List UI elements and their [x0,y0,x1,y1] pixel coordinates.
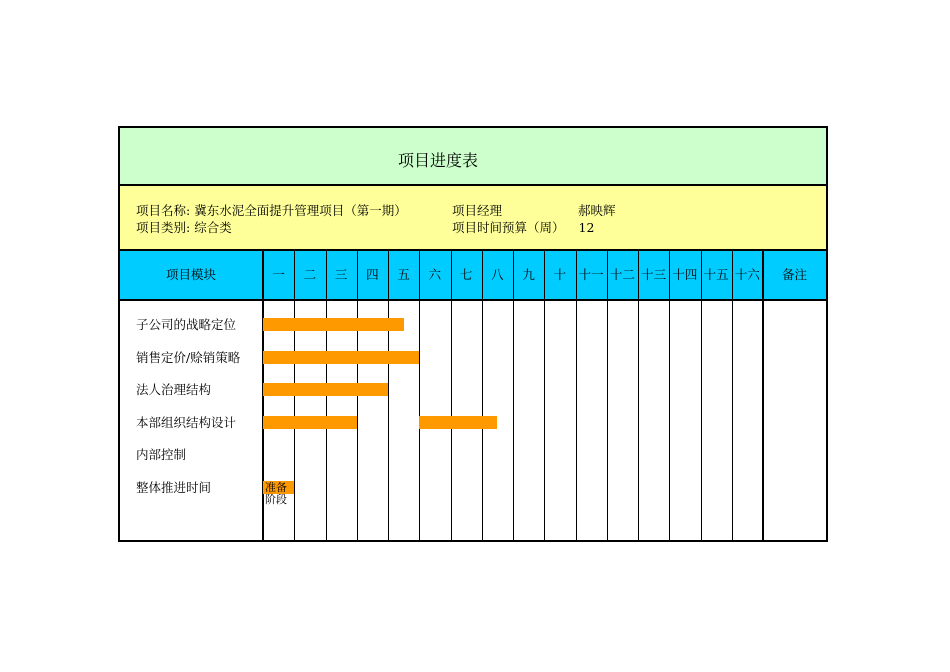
time-budget-label: 项目时间预算（周） [452,220,565,235]
remarks-divider [762,251,764,540]
info-band [120,186,826,251]
week-divider [388,251,389,540]
week-header-7: 七 [459,267,473,282]
gantt-bar [263,351,419,364]
week-header-10: 十 [553,267,567,282]
time-budget-row [452,218,594,236]
row-label: 整体推进时间 [136,479,212,495]
gantt-bar [263,416,357,429]
week-header-16: 十六 [734,267,760,282]
week-divider [669,251,670,540]
gantt-bar [419,416,497,429]
week-divider [607,251,608,540]
project-name-row [136,201,407,219]
week-header-3: 三 [334,267,348,282]
week-divider [513,251,514,540]
title-band [120,128,826,186]
phase-note [265,482,287,506]
row-label: 内部控制 [136,447,187,462]
project-manager-value: 郝映辉 [578,203,616,218]
week-header-11: 十一 [578,267,604,282]
week-divider [482,251,483,540]
row-label: 法人治理结构 [136,382,212,397]
remarks-header: 备注 [781,267,807,282]
week-header-2: 二 [303,267,317,282]
week-header-14: 十四 [672,267,698,282]
week-header-13: 十三 [641,267,667,282]
week-header-12: 十二 [609,267,635,282]
week-divider [544,251,545,540]
progress-sheet [118,126,828,542]
week-header-15: 十五 [703,267,729,282]
week-divider [419,251,420,540]
header-band [120,251,826,301]
project-category-value: 综合类 [194,220,232,235]
week-header-5: 五 [397,267,410,282]
gantt-bar [263,383,388,396]
week-header-9: 九 [522,267,535,282]
row-label: 子公司的战略定位 [136,317,237,332]
project-category-row [136,218,232,236]
gantt-bar [263,318,404,331]
phase-note-line1: 准备 [265,480,287,494]
phase-note-line2: 阶段 [265,492,287,506]
project-category-label: 项目类别: [136,220,191,235]
time-budget-value: 12 [578,220,595,235]
week-header-6: 六 [428,267,442,282]
week-divider [701,251,702,540]
week-divider [576,251,577,540]
project-manager-label: 项目经理 [452,203,503,218]
week-header-4: 四 [366,267,379,282]
row-label: 销售定价/赊销策略 [136,349,241,365]
sheet-title: 项目进度表 [397,151,478,170]
week-divider [451,251,452,540]
week-divider [732,251,733,540]
week-header-1: 一 [272,267,285,282]
module-header: 项目模块 [165,267,216,282]
project-name-value: 冀东水泥全面提升管理项目（第一期） [194,203,407,218]
row-label: 本部组织结构设计 [136,414,237,430]
week-divider [638,251,639,540]
project-name-label: 项目名称: [136,203,191,218]
week-header-8: 八 [491,267,504,282]
